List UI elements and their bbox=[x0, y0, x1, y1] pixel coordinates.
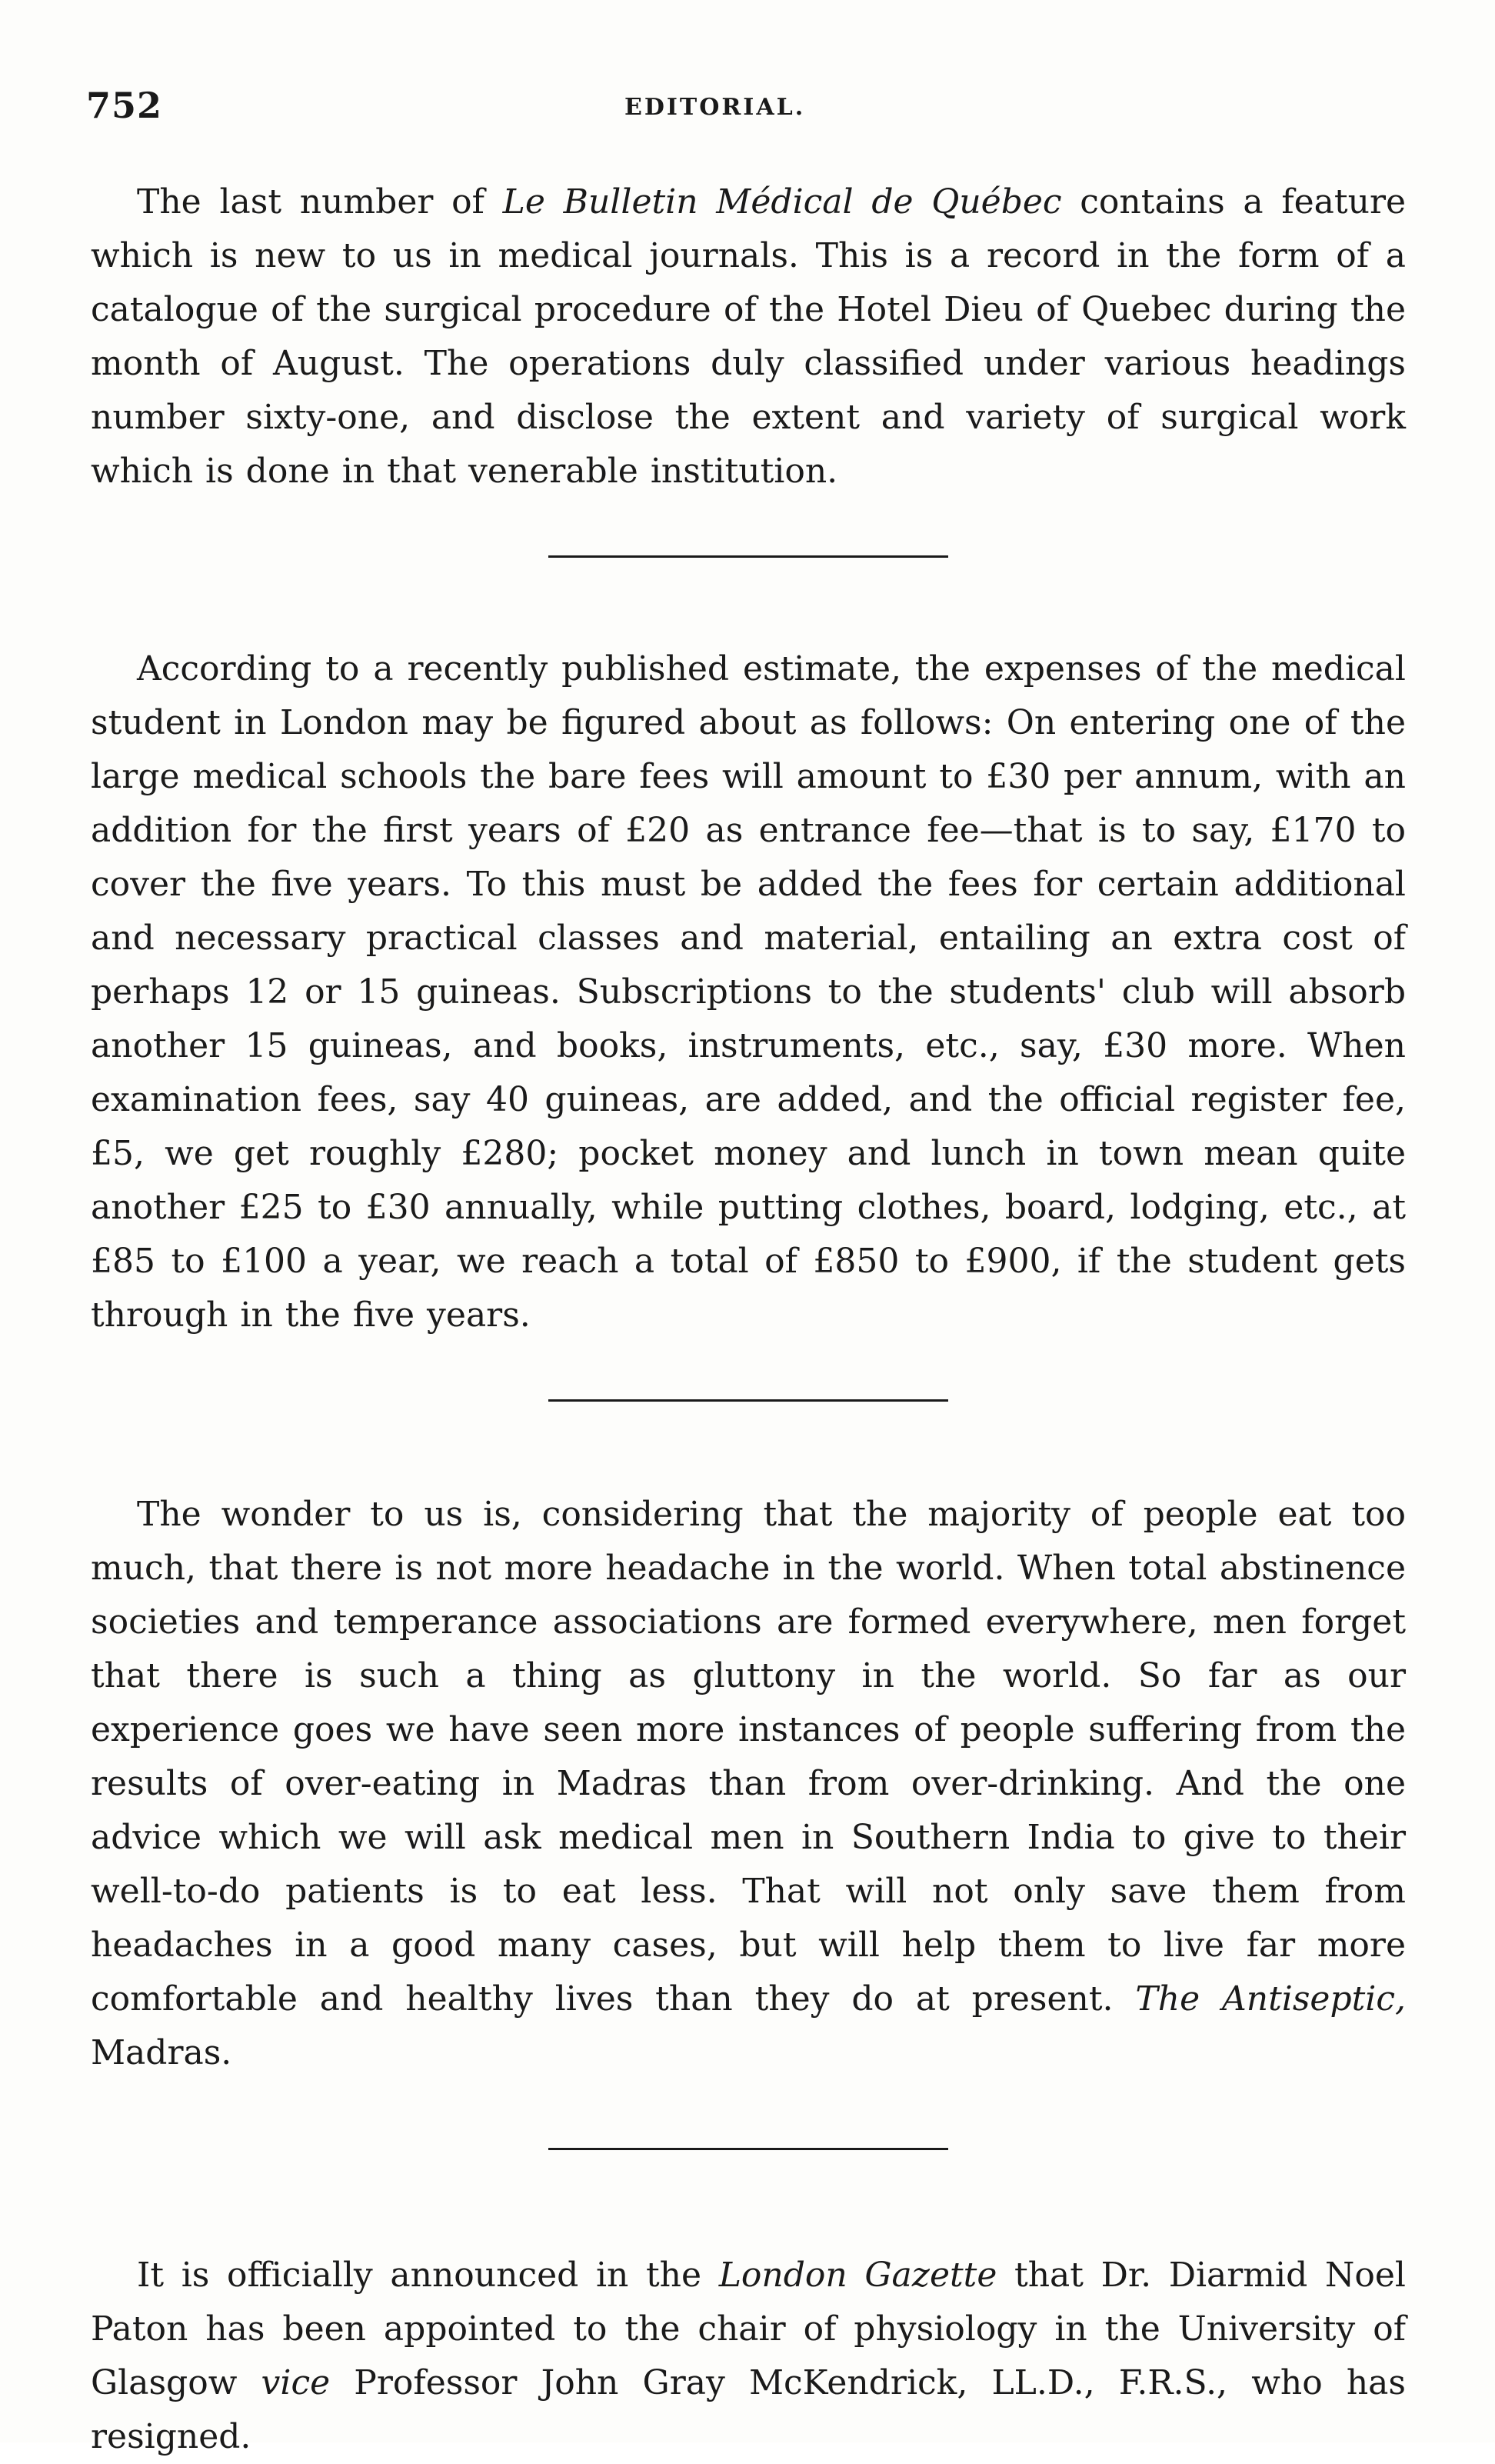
paragraph-student-expenses bbox=[91, 642, 1406, 1342]
paragraph-text: that Dr. Diarmid Noel Paton has been appointed to the chair of physiology in the University of Glasgow bbox=[91, 2256, 1407, 2402]
paragraph-bulletin-medical bbox=[91, 175, 1406, 498]
source-title: The Antiseptic, bbox=[1135, 1979, 1407, 2019]
running-head: EDITORIAL. bbox=[624, 94, 806, 121]
paragraph-text: Madras. bbox=[91, 2033, 232, 2072]
section-divider bbox=[548, 555, 948, 558]
section-divider bbox=[548, 1399, 948, 1402]
paragraph-text: It is officially announced in the bbox=[137, 2256, 719, 2295]
body-column bbox=[91, 175, 1406, 2464]
paragraph-gluttony bbox=[91, 1488, 1406, 2080]
gazette-title: London Gazette bbox=[718, 2256, 997, 2295]
paragraph-appointment bbox=[91, 2249, 1406, 2464]
section-divider bbox=[548, 2148, 948, 2150]
page-header bbox=[86, 85, 1409, 138]
paragraph-text: The last number of bbox=[137, 182, 503, 222]
latin-term: vice bbox=[261, 2363, 331, 2402]
paragraph-text: The wonder to us is, considering that the majority of people eat too much, that there is not more headache in the world. When total abstinence societies and temperance associations are formed everywhere, men forget that there is such a thing as gluttony in the world. So far as our experience goes we have seen more instances of people suffering from the results of over-eating in Madras than from over-drinking. And the one advice which we will ask medical men in Southern India to give to their well-to-do patients is to eat less. That will not only save them from headaches in a good many cases, but will help them to live far more comfortable and healthy lives than they do at present. bbox=[91, 1495, 1406, 2019]
paragraph-text: Professor John Gray McKendrick, LL.D., F.R.S., who has resigned. bbox=[91, 2363, 1406, 2456]
journal-title: Le Bulletin Médical de Québec bbox=[502, 182, 1062, 222]
page-number: 752 bbox=[86, 85, 163, 126]
paragraph-text: contains a feature which is new to us in medical journals. This is a record in the form of a catalogue of the surgical procedure of the Hotel Dieu of Quebec during the month of August. The operations duly classified under various headings number sixty-one, and disclose the extent and variety of surgical work which is done in that venerable institution. bbox=[91, 182, 1407, 491]
paragraph-text: According to a recently published estimate, the expenses of the medical student in London may be figured about as follows: On entering one of the large medical schools the bare fees will amount to £30 per annum, with an addition for the first years of £20 as entrance fee—that is to say, £170 to cover the five years. To this must be added the fees for certain additional and necessary practical classes and material, entailing an extra cost of perhaps 12 or 15 guineas. Subscriptions to the students' club will absorb another 15 guineas, and books, instruments, etc., say, £30 more. When examination fees, say 40 guineas, are added, and the official register fee, £5, we get roughly £280; pocket money and lunch in town mean quite another £25 to £30 annually, while putting clothes, board, lodging, etc., at £85 to £100 a year, we reach a total of £850 to £900, if the student gets through in the five years. bbox=[91, 649, 1406, 1335]
